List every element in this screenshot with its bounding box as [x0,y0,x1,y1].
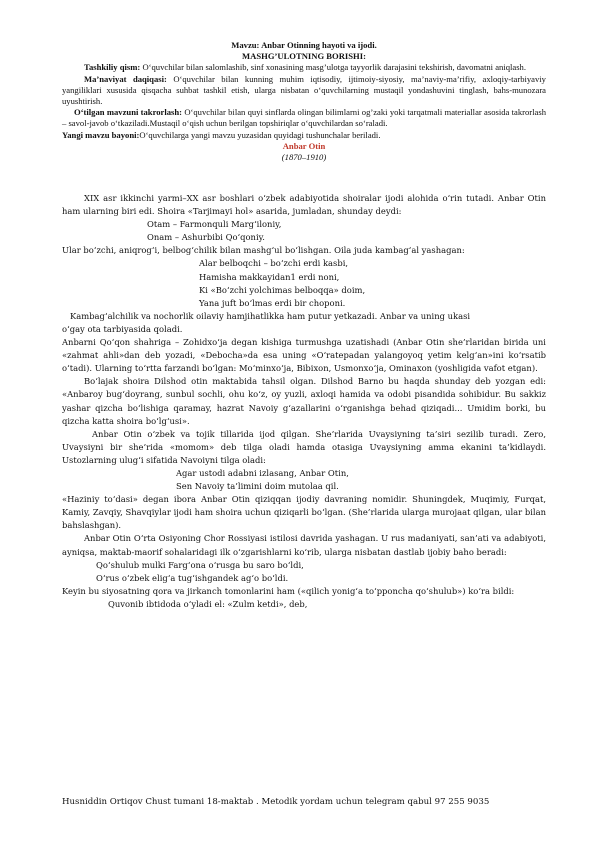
paragraph-education: Bo‘lajak shoira Dilshod otin maktabida tahsil olgan. Dilshod Barno bu haqda shunday deb yozgan edi: «Anbaroy bug‘doyrang, sunbul sochli, ohu ko‘z, oy yuzli, axloqi hamida va odobi pisandida sohibidur. Bu sakkiz yashar qizcha bo‘lishiga qaramay, hazrat Navoiy g‘azallarini o‘rganishga behad qiziqadi... Umidim borki, bu qizcha katta shoira bo‘lg‘usi». [62,376,546,426]
verse-line: Alar belboqchi – bo‘zchi erdi kasbi, [199,258,349,269]
review-label: O‘tilgan mavzuni takrorlash: [74,107,183,118]
paragraph-russia: Anbar Otin O‘rta Osiyoning Chor Rossiyasi istilosi davrida yashagan. U rus madaniyati, san’ati va adabiyoti, ayniqsa, maktab-maorif sohalaridagi ilk o‘zgarishlarni ko‘rib, ularga nisbatan dastlab ijobiy baho beradi: [62,533,546,557]
lesson-title: MASHG’ULOTNING BORISHI: [242,51,366,62]
spirit-label: Ma’naviyat daqiqasi: [84,73,167,84]
paragraph-occupation: Ular bo‘zchi, aniqrog‘i, belbog‘chilik bilan mashg‘ul bo‘lishgan. Oila juda kambag‘al yashagan: [62,245,465,256]
review-paragraph [62,107,546,129]
paragraph-marriage: Anbarni Qo‘qon shahriga – Zohidxo‘ja degan kishiga turmushga uzatishadi (Anbar Otin she’rlaridan birida uni «zahmat ahli»dan deb yozadi, «Debocha»da esa uning «O‘ratepadan yalangoyoq yetim kelg‘an»ini ko‘rsatib o‘tadi). Ularning to‘rtta farzandi bo‘lgan: Mo‘minxo‘ja, Bibixon, Usmonxo‘ja, Ominaxon (yoshligida vafot etgan). [62,337,546,374]
new-topic-text: O‘quvchilarga yangi mavzu yuzasidan quyidagi tushunchalar beriladi. [139,129,381,140]
verse-line: Hamisha makkayidan1 erdi noni, [199,271,340,282]
verse-line: Yana juft bo‘lmas erdi bir choponi. [199,297,346,308]
new-topic-label: Yangi mavzu bayoni: [62,129,140,140]
verse-poverty [62,257,546,309]
topic-line: Mavzu: Anbar Otinning hayoti va ijodi. [231,40,377,50]
verse-parents [62,218,546,244]
verse-line: Onam – Ashurbibi Qo‘qoniy. [147,232,265,243]
spirit-paragraph [62,74,546,108]
paragraph-haziniy: «Haziniy to‘dasi» degan ibora Anbar Otin qiziqqan ijodiy davraning nomidir. Shuningdek, Muqimiy, Furqat, Kamiy, Zavqiy, Shavqiylar ijodi ham shoira uchun qiziqarli bo‘lgan. (She’rlarida ularga murojaat qilgan, ular bilan bahslashgan). [62,494,546,531]
verse-line: Quvonib ibtidoda o‘yladi el: «Zulm ketdi», deb, [108,598,308,609]
verse-oppression [62,598,546,611]
org-label: Tashkiliy qism: [84,62,141,73]
verse-fergana [62,559,546,585]
article-body [62,192,546,611]
poet-years: (1870–1910) [281,152,327,163]
verse-line: Qo‘shulub mulki Farg‘ona o‘rusga bu saro bo‘ldi, [96,559,304,570]
spirit-text: O‘quvchilar bilan kunning muhim iqtisodiy, ijtimoiy-siyosiy, ma’naviy-ma’rifiy, axloqiy-tarbiyaviy yangiliklari xususida qisqacha suhbat tashkil etish, ularga nisbatan o‘quvchilarning mustaqil yondashuvini tinglash, bahs-munozara uyushtirish. [62,73,546,107]
verse-line: O‘rus o‘zbek elig‘a tug‘ishgandek ag‘o bo‘ldi. [96,572,289,583]
verse-navoiy [62,467,546,493]
org-paragraph [62,62,546,73]
paragraph-languages: Anbar Otin o‘zbek va tojik tillarida ijod qilgan. She’rlarida Uvaysiyning ta’siri sezilib turadi. Zero, Uvaysiyni bir she’rida «momom» deb tilga oladi hamda otasiga Uvaysiyning amma ekanini ta’kidlaydi. Ustozlarning ulug‘i sifatida Navoiyni tilga oladi: [62,428,546,465]
org-text: O‘quvchilar bilan salomlashib, sinf xonasining masg’ulotga tayyorlik darajasini tekshirish, davomatni aniqlash. [140,62,526,73]
verse-line: Ki «Bo‘zchi yolchimas belboqqa» doim, [199,284,366,295]
poet-name: Anbar Otin [282,140,326,151]
verse-line: Otam – Farmonquli Marg‘iloniy, [147,219,282,230]
paragraph-hardship: Kambag‘alchilik va nochorlik oilaviy hamjihatlikka ham putur yetkazadi. Anbar va uning ukasi [70,310,471,321]
page-footer: Husniddin Ortiqov Chust tumani 18-maktab . Metodik yordam uchun telegram qabul 97 255 9035 [62,797,490,807]
verse-line: Agar ustodi adabni izlasang, Anbar Otin, [176,467,349,478]
verse-line: Sen Navoiy ta’limini doim mutolaa qil. [176,481,339,492]
new-topic-paragraph [62,130,546,141]
paragraph-policy: Keyin bu siyosatning qora va jirkanch tomonlarini ham («qilich yonig‘a to‘pponcha qo‘shulub») ko‘ra bildi: [62,585,515,596]
lesson-header [62,40,546,163]
review-text: O‘quvchilar bilan quyi sinflarda olingan bilimlarni og’zaki yoki tarqatmali materiallar asosida takrorlash – savol-javob o‘tkaziladi.Mustaqil o‘qish uchun berilgan topshiriqlar o‘quvchilardan so‘raladi. [62,107,546,129]
paragraph-intro: XIX asr ikkinchi yarmi–XX asr boshlari o‘zbek adabiyotida shoiralar ijodi alohida o‘rin tutadi. Anbar Otin ham ularning biri edi. Shoira «Tarjimayi hol» asarida, jumladan, shunday deydi: [62,193,546,217]
paragraph-hardship-cont: o‘gay ota tarbiyasida qoladi. [62,323,183,334]
